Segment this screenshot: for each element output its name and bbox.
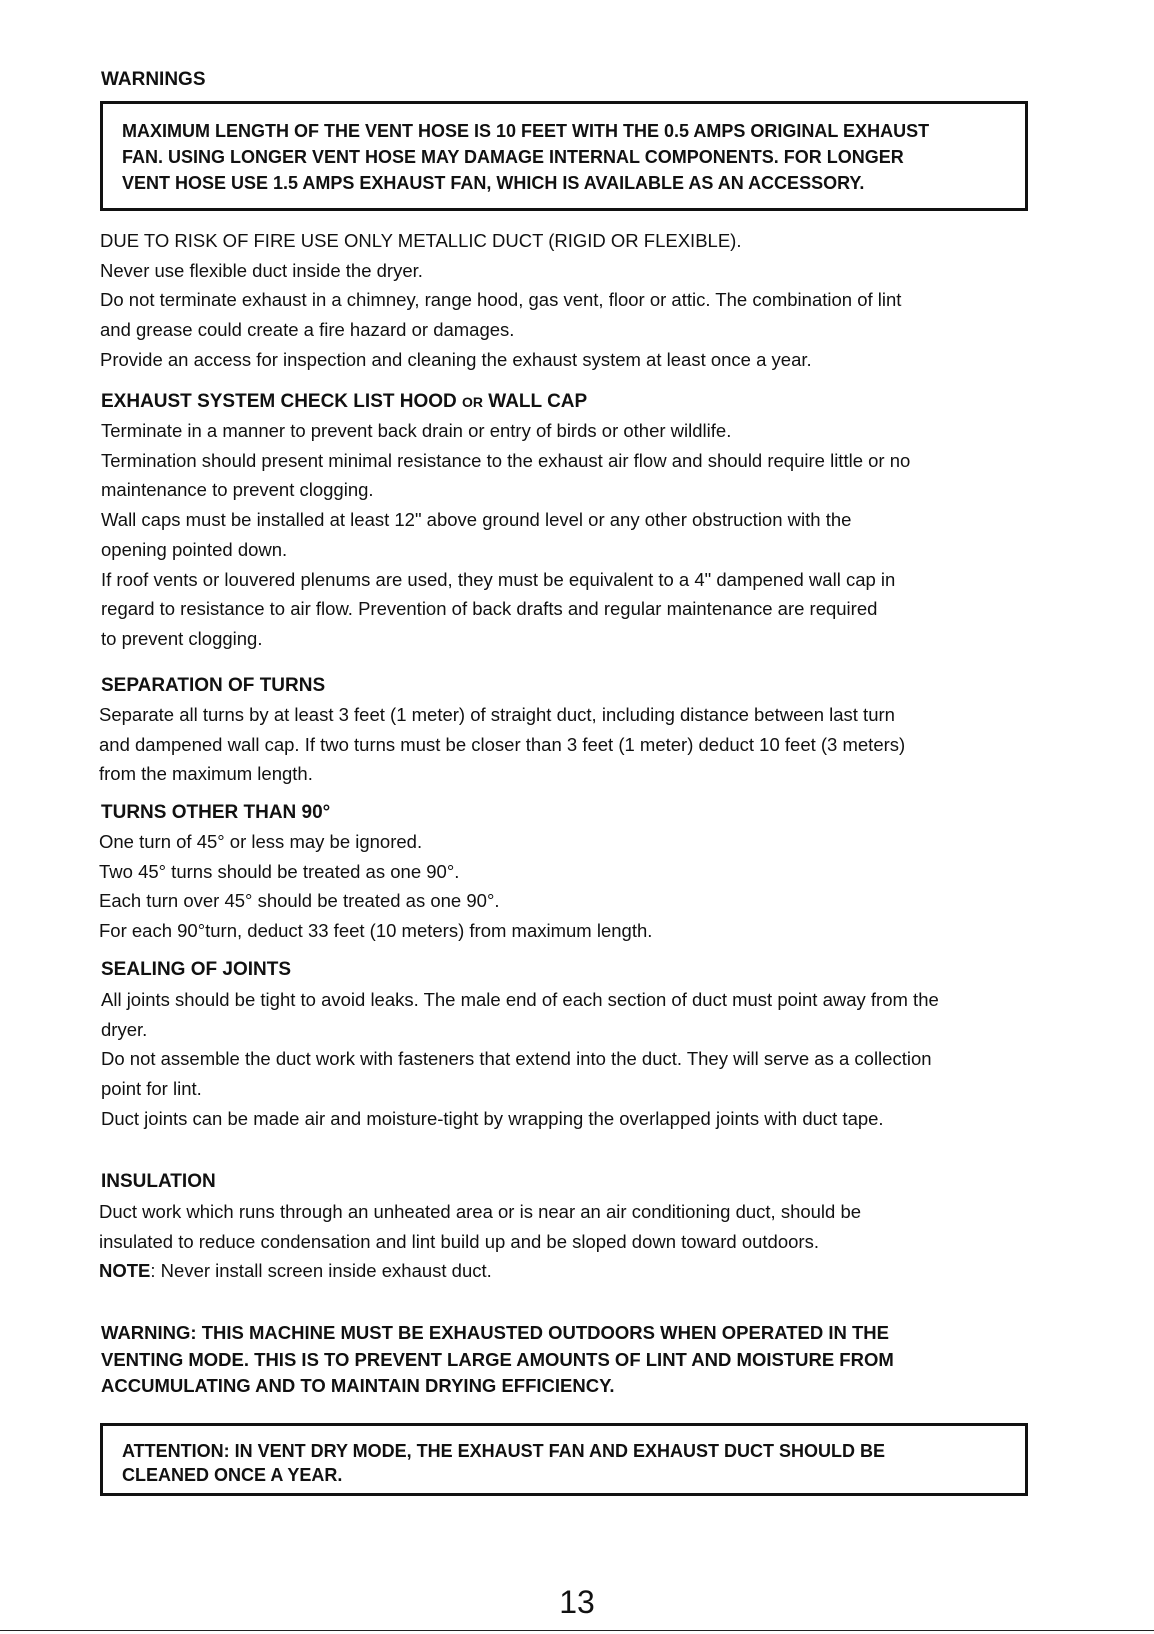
text-line: opening pointed down. [101, 538, 288, 560]
exhaust-checklist-text [101, 416, 910, 654]
text-line: from the maximum length. [99, 763, 313, 785]
text-line: Separate all turns by at least 3 feet (1 meter) of straight duct, including distance between last turn [99, 704, 895, 725]
attention-box [100, 1423, 1028, 1496]
text-line: All joints should be tight to avoid leaks. The male end of each section of duct must point away from the [101, 989, 939, 1010]
sealing-text [101, 985, 939, 1134]
note-line [99, 1256, 861, 1286]
warning-line: WARNING: THIS MACHINE MUST BE EXHAUSTED OUTDOORS WHEN OPERATED IN THE [101, 1322, 889, 1343]
text-line: Duct work which runs through an unheated area or is near an air conditioning duct, should be [99, 1201, 862, 1222]
box-line: FAN. USING LONGER VENT HOSE MAY DAMAGE INTERNAL COMPONENTS. FOR LONGER [122, 147, 904, 167]
text-line: maintenance to prevent clogging. [101, 479, 374, 501]
insulation-heading: INSULATION [101, 1171, 216, 1192]
text-line: Never use flexible duct inside the dryer. [100, 259, 423, 281]
separation-heading: SEPARATION OF TURNS [101, 675, 326, 696]
text-line: Terminate in a manner to prevent back drain or entry of birds or other wildlife. [101, 420, 732, 441]
heading-part: OR [462, 394, 484, 410]
note-label: NOTE [99, 1260, 151, 1282]
warnings-text [100, 226, 901, 375]
text-line: Do not terminate exhaust in a chimney, range hood, gas vent, floor or attic. The combination of lint [100, 289, 902, 311]
text-line: and grease could create a fire hazard or damages. [100, 319, 515, 341]
warning-line: VENTING MODE. THIS IS TO PREVENT LARGE AMOUNTS OF LINT AND MOISTURE FROM [101, 1348, 894, 1370]
text-line: Each turn over 45° should be treated as one 90°. [99, 890, 500, 912]
note-text: : Never install screen inside exhaust duct. [150, 1260, 492, 1282]
page-number: 13 [559, 1584, 595, 1620]
box-line: CLEANED ONCE A YEAR. [122, 1465, 343, 1485]
text-line: Provide an access for inspection and cleaning the exhaust system at least once a year. [100, 348, 812, 370]
vent-hose-warning-box [100, 101, 1028, 211]
text-line: Wall caps must be installed at least 12" above ground level or any other obstruction with the [101, 509, 852, 531]
text-line: One turn of 45° or less may be ignored. [99, 831, 423, 852]
text-line: For each 90°turn, deduct 33 feet (10 meters) from maximum length. [99, 920, 653, 942]
text-line: regard to resistance to air flow. Prevention of back drafts and regular maintenance are required [101, 598, 878, 620]
box-line: MAXIMUM LENGTH OF THE VENT HOSE IS 10 FEET WITH THE 0.5 AMPS ORIGINAL EXHAUST [122, 121, 930, 141]
sealing-heading: SEALING OF JOINTS [101, 959, 292, 980]
warning-line: ACCUMULATING AND TO MAINTAIN DRYING EFFICIENCY. [101, 1375, 615, 1396]
text-line: dryer. [101, 1018, 148, 1040]
text-line: Two 45° turns should be treated as one 90°. [99, 860, 460, 882]
insulation-text [99, 1197, 861, 1286]
warnings-heading: WARNINGS [101, 69, 206, 90]
text-line: and dampened wall cap. If two turns must be closer than 3 feet (1 meter) deduct 10 feet (3 meters) [99, 733, 906, 755]
heading-part: WALL CAP [483, 391, 588, 412]
text-line: Termination should present minimal resistance to the exhaust air flow and should require little or no [101, 449, 911, 471]
text-line: to prevent clogging. [101, 627, 263, 649]
text-line: point for lint. [101, 1078, 202, 1100]
turns-text [99, 827, 652, 946]
bottom-rule [0, 1630, 1154, 1631]
box-line: VENT HOSE USE 1.5 AMPS EXHAUST FAN, WHICH IS AVAILABLE AS AN ACCESSORY. [122, 173, 865, 193]
text-line: If roof vents or louvered plenums are used, they must be equivalent to a 4" dampened wall cap in [101, 568, 896, 590]
separation-text [99, 700, 905, 789]
text-line: Do not assemble the duct work with fasteners that extend into the duct. They will serve as a collection [101, 1048, 932, 1070]
text-line: insulated to reduce condensation and lint build up and be sloped down toward outdoors. [99, 1230, 819, 1252]
text-line: DUE TO RISK OF FIRE USE ONLY METALLIC DUCT (RIGID OR FLEXIBLE). [100, 230, 742, 251]
heading-part: EXHAUST SYSTEM CHECK LIST HOOD [101, 391, 463, 412]
text-line: Duct joints can be made air and moisture-tight by wrapping the overlapped joints with duct tape. [101, 1107, 884, 1129]
box-line: ATTENTION: IN VENT DRY MODE, THE EXHAUST FAN AND EXHAUST DUCT SHOULD BE [122, 1441, 886, 1461]
exhaust-checklist-heading [101, 390, 587, 414]
turns-heading: TURNS OTHER THAN 90° [101, 802, 331, 823]
outdoor-exhaust-warning [101, 1320, 894, 1400]
